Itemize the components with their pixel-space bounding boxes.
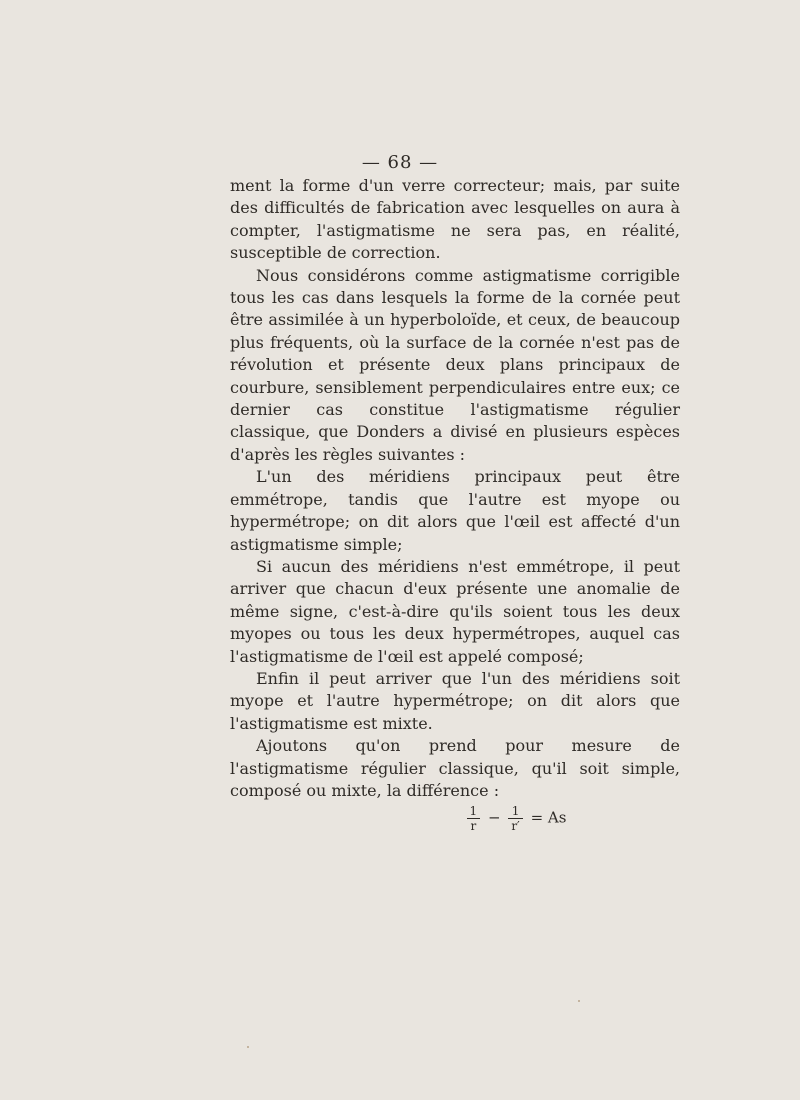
fraction-1-over-r-prime [508, 804, 522, 833]
paragraph-4: Si aucun des méridiens n'est emmétrope, il peut arriver que chacun d'eux présente une anomalie de même signe, c'est-à-dire qu'ils soient tous les deux myopes ou tous les deux hypermétropes, auquel cas l'astigmatisme de l'œil est appelé composé; [230, 556, 680, 666]
paragraph-3: L'un des méridiens principaux peut être emmétrope, tandis que l'autre est myope ou hypermétrope; on dit alors que l'œil est affecté d'un astigmatisme simple; [230, 467, 680, 554]
minus-sign: − [487, 808, 501, 827]
paragraph-1: ment la forme d'un verre correcteur; mais, par suite des difficultés de fabrication avec lesquelles on aura à compter, l'astigmatisme ne sera pas, en réalité, susceptible de correction. [230, 176, 680, 263]
paragraph-6: Ajoutons qu'on prend pour mesure de l'astigmatisme régulier classique, qu'il soit simple, composé ou mixte, la différence : [230, 736, 680, 800]
text-block [230, 175, 680, 833]
fraction-2-numerator: 1 [508, 804, 522, 819]
fraction-1-over-r [467, 804, 481, 833]
paragraph-5: Enfin il peut arriver que l'un des méridiens soit myope et l'autre hypermétrope; on dit alors que l'astigmatisme est mixte. [230, 668, 680, 733]
fraction-1-numerator: 1 [467, 804, 481, 819]
astigmatism-formula [230, 804, 680, 833]
fraction-2-denominator: r′ [511, 819, 520, 834]
fraction-1-denominator: r [470, 819, 477, 834]
formula-result: As [547, 808, 567, 827]
paper-speck [247, 1046, 249, 1048]
paper-speck [578, 1000, 580, 1002]
paragraph-2: Nous considérons comme astigmatisme corrigible tous les cas dans lesquels la forme de la cornée peut être assimilée à un hyperboloïde, et ceux, de beaucoup plus fréquents, où la surface de la cornée n'est pas de révolution et présente deux plans principaux de courbure, sensiblement perpendiculaires entre eux; ce dernier cas constitue l'astigmatisme régulier classique, que Donders a divisé en plusieurs espèces d'après les règles suivantes : [230, 265, 680, 464]
equals-sign: = [530, 808, 544, 827]
page-number: — 68 — [361, 152, 439, 173]
